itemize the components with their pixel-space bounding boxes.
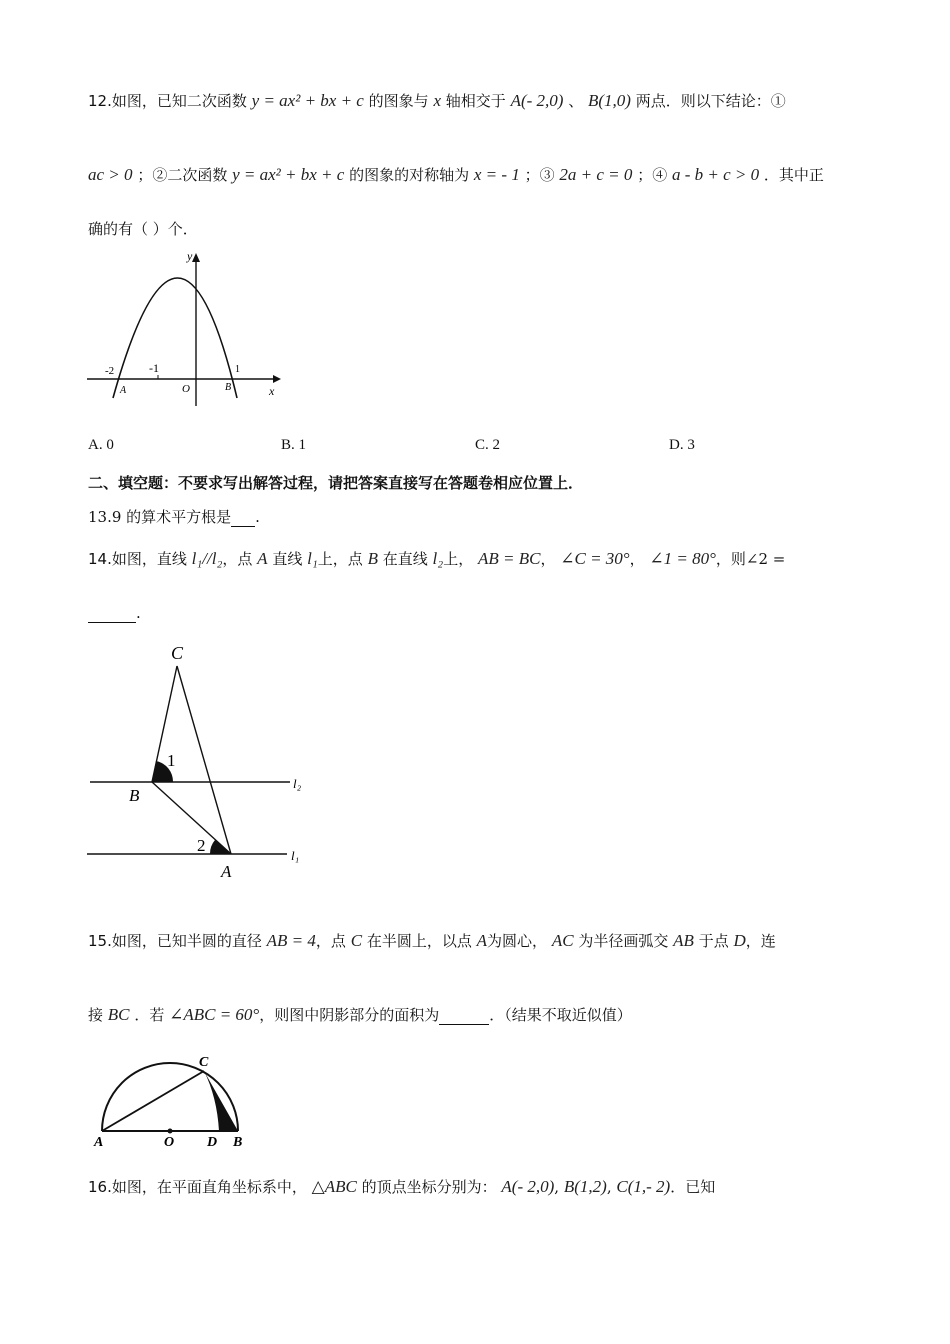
q12-line3: 确的有（ ）个．	[88, 220, 198, 238]
q16-number: 16	[88, 1178, 108, 1196]
label-minus-1: -1	[149, 361, 159, 375]
label-1: 1	[167, 751, 176, 770]
label-l2: l₂	[293, 776, 302, 791]
q12-conclusion-4: a - b + c > 0	[671, 165, 760, 184]
q12-parabola-figure	[85, 248, 285, 408]
segment-ca	[177, 666, 231, 854]
q12-number: 12	[88, 92, 108, 110]
label-minus-2: -2	[105, 365, 115, 377]
q12-line1: 12.如图，已知二次函数 y = ax² + bx + c 的图象与 x 轴相交于 A(- 2,0) 、 B(1,0) 两点．则以下结论：①	[88, 91, 786, 110]
segment-ac	[102, 1071, 204, 1131]
q12-option-c: C. 2	[475, 437, 501, 453]
origin-label: O	[182, 383, 190, 395]
q13: 13.9 的算术平方根是 .	[88, 508, 260, 526]
y-label: y	[187, 249, 193, 263]
label-a: A	[221, 862, 232, 881]
q14-number: 14	[88, 550, 108, 568]
q14-figure	[85, 640, 315, 885]
q14-parallel: l₁//l₂	[191, 549, 223, 568]
q14-line2: .	[88, 604, 141, 623]
q13-answer-blank	[231, 508, 255, 527]
label-c: C	[199, 1055, 209, 1070]
point-a-label: A	[120, 385, 127, 396]
label-o: O	[164, 1135, 175, 1150]
y-axis-arrow	[192, 253, 200, 262]
q16-line1: 16.如图，在平面直角坐标系中， △ABC 的顶点坐标分别为： A(- 2,0), B(1,2), C(1,- 2)．已知	[88, 1177, 716, 1196]
label-d: D	[207, 1135, 218, 1150]
q14-angle-c: ∠C = 30°	[560, 549, 630, 568]
label-b: B	[233, 1135, 243, 1150]
q12-conclusion-1: ac > 0	[88, 165, 133, 184]
q15-line1: 15.如图，已知半圆的直径 AB = 4，点 C 在半圆上，以点 A为圆心， AC 为半径画弧交 AB 于点 D，连	[88, 931, 776, 950]
q14-line1: 14.如图，直线 l₁//l₂，点 A 直线 l₁上，点 B 在直线 l₂上， AB = BC， ∠C = 30°， ∠1 = 80°，则∠2 =	[88, 549, 786, 568]
label-b: B	[129, 786, 140, 805]
q12-conclusion-3: 2a + c = 0	[559, 165, 633, 184]
q16-point-b: B(1,2)	[563, 1177, 607, 1196]
point-b-label: B	[225, 382, 232, 393]
q12-line2: ac > 0 ；②二次函数 y = ax² + bx + c 的图象的对称轴为 x = - 1 ；③ 2a + c = 0 ；④ a - b + c > 0 ．其中正	[88, 165, 824, 184]
q14-answer-blank	[88, 604, 136, 623]
label-l1: l₁	[291, 848, 300, 863]
label-c: C	[171, 643, 184, 663]
center-o	[168, 1129, 173, 1134]
q12-option-b: B. 1	[281, 437, 307, 453]
q12-function: y = ax² + bx + c	[251, 91, 364, 110]
q13-text: 13.9 的算术平方根是	[88, 508, 232, 526]
q12-conclusion-2: x = - 1	[473, 165, 520, 184]
q15-number: 15	[88, 932, 108, 950]
label-1: 1	[235, 364, 240, 375]
q14-angle-1: ∠1 = 80°	[649, 549, 716, 568]
q16-point-c: C(1,- 2)	[616, 1177, 671, 1196]
q16-point-a: A(- 2,0)	[501, 1177, 555, 1196]
shaded-region	[204, 1071, 238, 1131]
parabola-curve	[113, 278, 237, 398]
q12-option-a: A. 0	[88, 437, 114, 453]
q12-option-d: D. 3	[669, 437, 695, 453]
x-axis-arrow	[273, 375, 281, 383]
q15-line2: 接 BC ．若 ∠ABC = 60°，则图中阴影部分的面积为 ．（结果不取近似值）	[88, 1005, 632, 1024]
label-a: A	[94, 1135, 104, 1150]
q15-angle-abc: ∠ABC = 60°	[169, 1005, 260, 1024]
section-heading: 二、填空题：不要求写出解答过程，请把答案直接写在答题卷相应位置上．	[88, 474, 584, 492]
segment-ba	[152, 782, 231, 854]
q15-figure	[88, 1050, 258, 1150]
q12-point-b: B(1,0)	[588, 91, 631, 110]
label-2: 2	[197, 836, 206, 855]
q16-triangle: △ABC	[311, 1177, 357, 1196]
q14-ab-eq-bc: AB = BC	[477, 549, 541, 568]
q12-point-a: A(- 2,0)	[510, 91, 564, 110]
x-label: x	[269, 384, 275, 398]
q15-diameter: AB = 4	[266, 931, 316, 950]
q15-answer-blank	[439, 1006, 489, 1025]
